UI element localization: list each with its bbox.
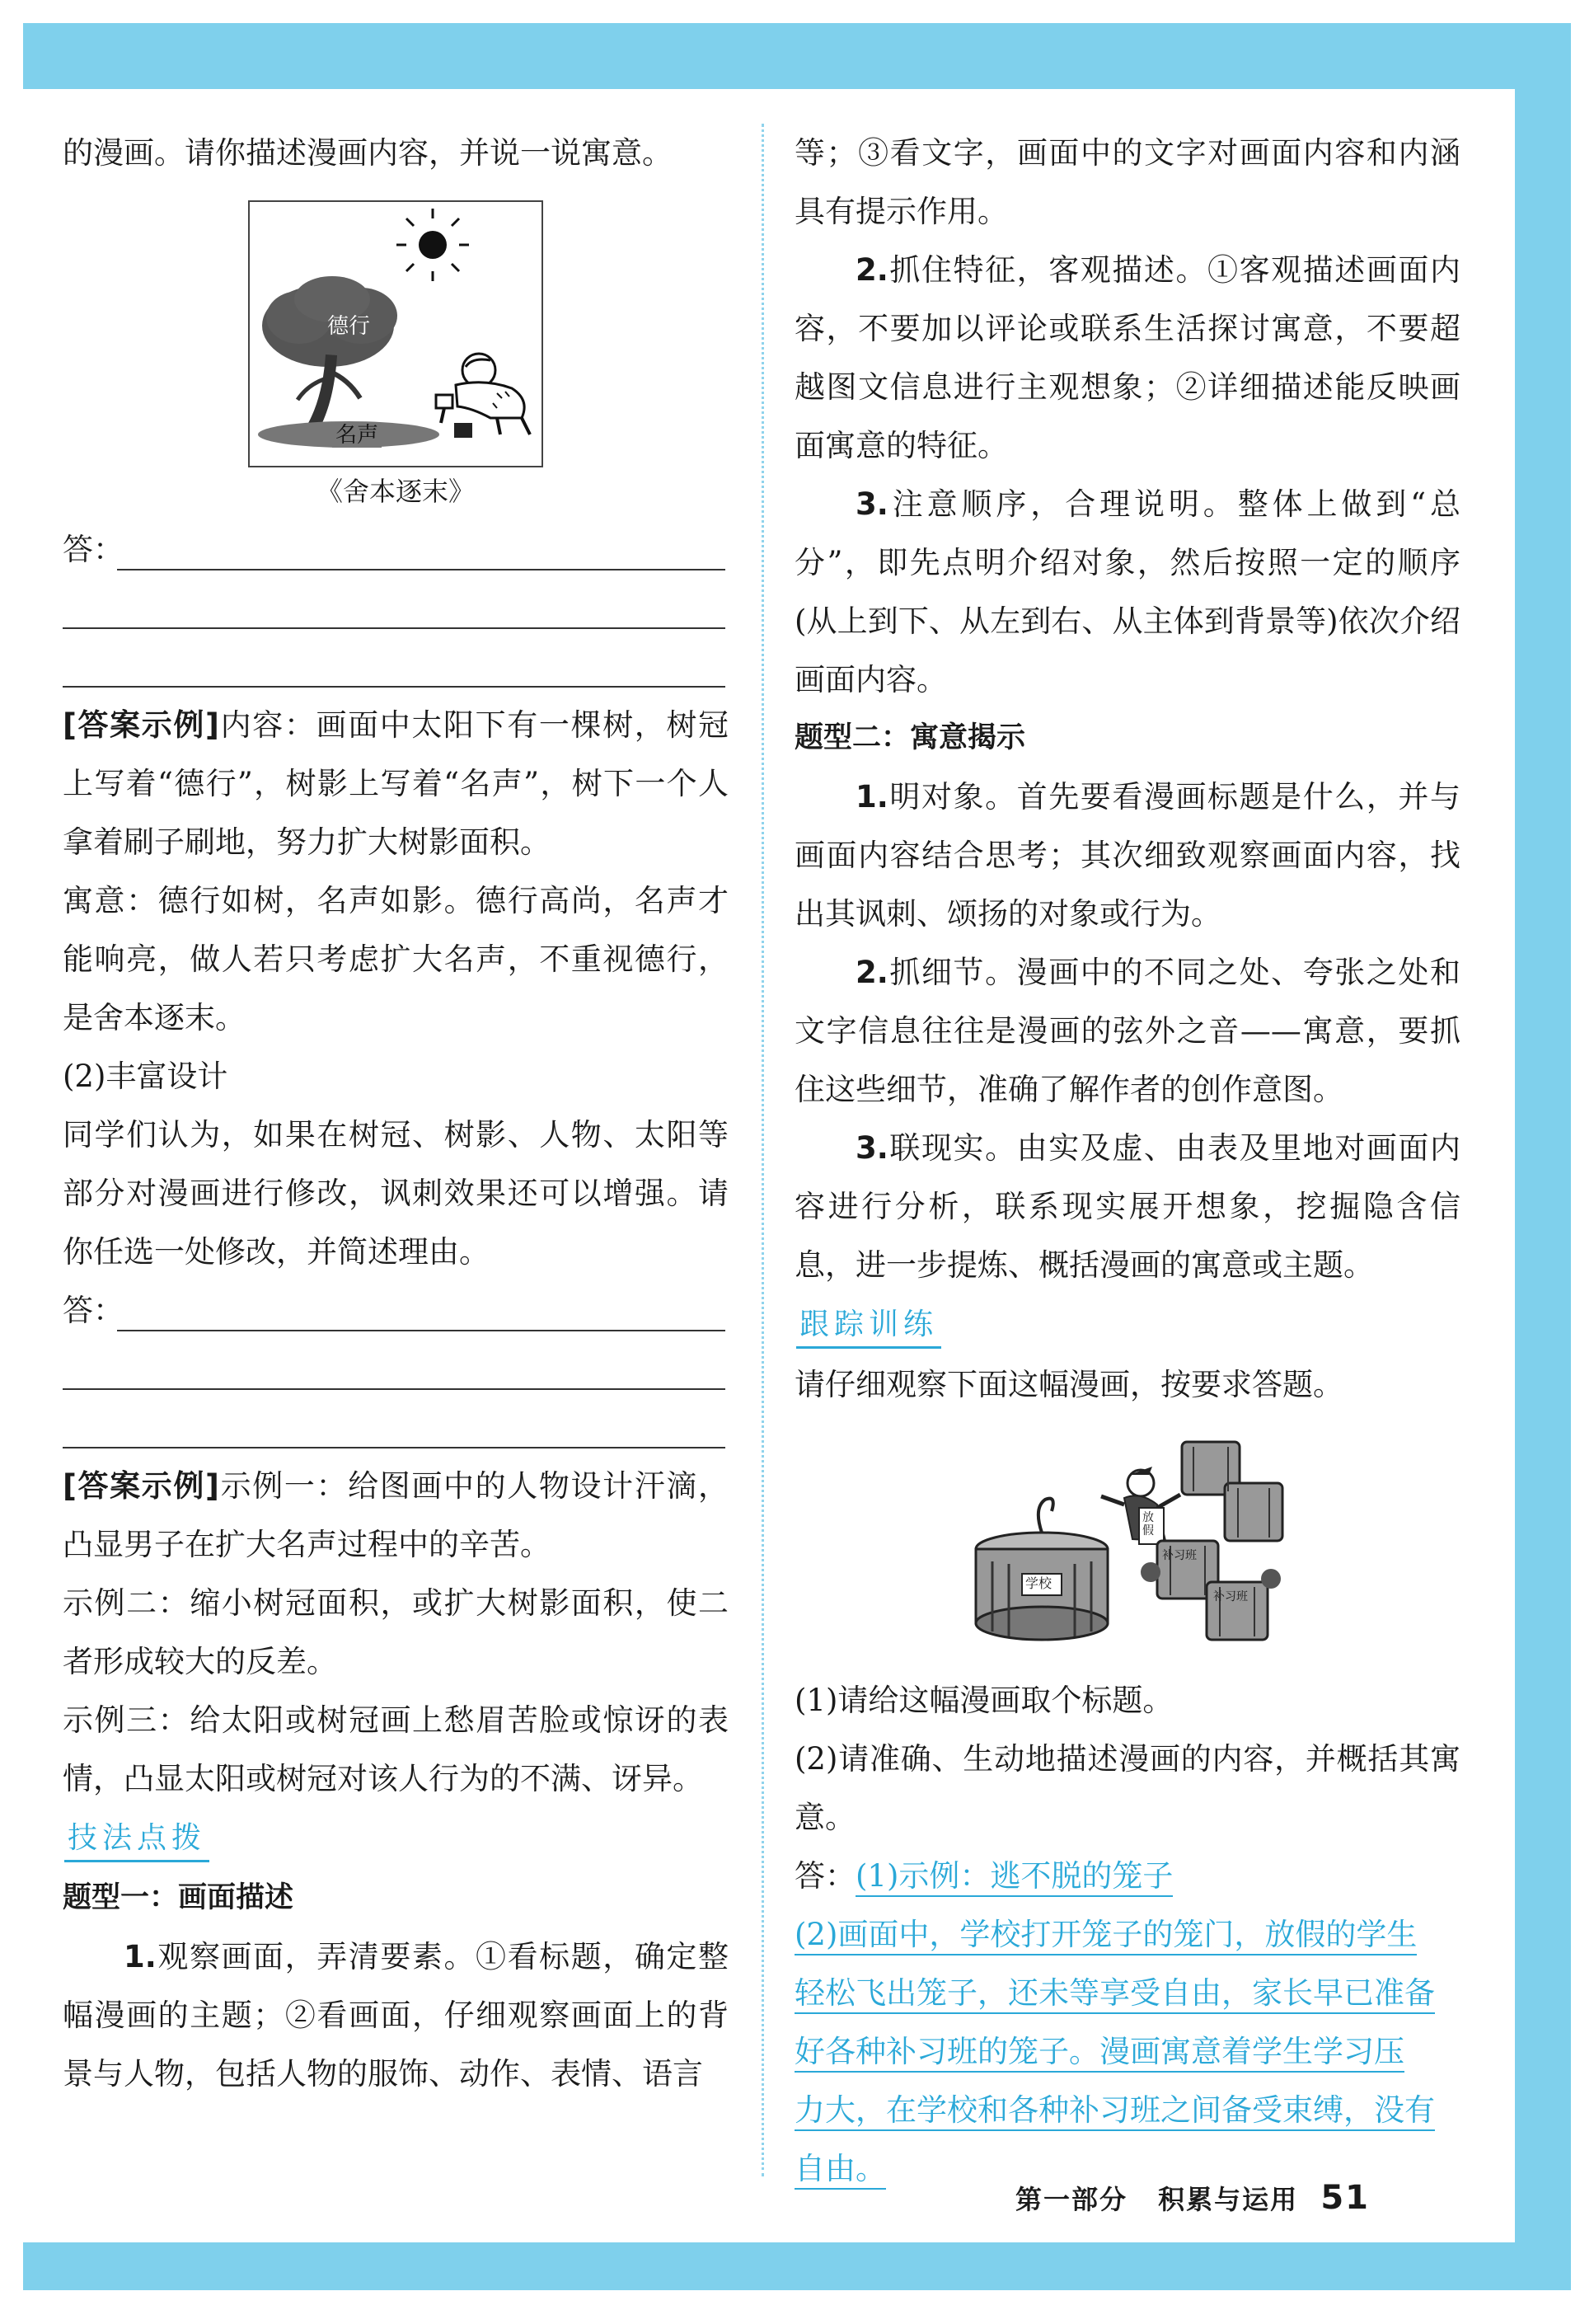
paragraph-number: 3. (856, 486, 888, 522)
type-1-paragraph-1 (63, 1927, 729, 2103)
top-color-band (23, 23, 1571, 89)
page-number: 51 (1320, 2179, 1370, 2217)
intro-text: 的漫画。请你描述漫画内容，并说一说寓意。 (63, 135, 673, 171)
answer-label: 答： (795, 1858, 856, 1894)
page-footer (1015, 2179, 1370, 2217)
paragraph-number: 3. (856, 1130, 888, 1166)
type-2-paragraph-1 (795, 768, 1460, 943)
answer-example-tag: [答案示例] (63, 707, 219, 743)
paragraph-number: 1. (124, 1939, 157, 1974)
practice-question-1: (1)请给这幅漫画取个标题。 (795, 1683, 1174, 1718)
answer-text: 轻松飞出笼子，还未等享受自由，家长早已准备 (795, 1975, 1435, 2014)
practice-answer-line-4 (795, 2022, 1460, 2081)
type-2-paragraph-2 (795, 943, 1460, 1119)
practice-question-2: (2)请准确、生动地描述漫画的内容，并概括其寓意。 (795, 1741, 1460, 1835)
example-2-text: 示例二：缩小树冠面积，或扩大树影面积，使二者形成较大的反差。 (63, 1585, 729, 1679)
section-title-tips: 技法点拨 (64, 1817, 209, 1862)
paragraph-text: 注意顺序，合理说明。整体上做到“总分”，即先点明介绍对象，然后按照一定的顺序(从上到下、从左到右、从主体到背景等)依次介绍画面内容。 (795, 486, 1460, 697)
practice-answer-line-1 (795, 1847, 1460, 1905)
tutoring-cages-shape (1141, 1442, 1282, 1640)
answer-line[interactable] (63, 1398, 729, 1457)
paragraph-text: 观察画面，弄清要素。①看标题，确定整幅漫画的主题；②看画面，仔细观察画面上的背景与人物，包括人物的服饰、动作、表情、语言 (63, 1939, 729, 2092)
answer-meaning-text: 寓意：德行如树，名声如影。德行高尚，名声才能响亮，做人若只考虑扩大名声，不重视德行，是舍本逐末。 (63, 883, 729, 1035)
answer-label: 答： (63, 532, 124, 567)
school-label: 学校 (1025, 1575, 1053, 1591)
answer-example-content (63, 696, 729, 871)
practice-intro: 请仔细观察下面这幅漫画，按要求答题。 (795, 1367, 1343, 1402)
type-1-heading: 题型一：画面描述 (63, 1881, 294, 1914)
type-2-heading: 题型二：寓意揭示 (795, 721, 1026, 754)
paragraph-3 (795, 475, 1460, 709)
holiday-label: 放假 (1142, 1511, 1154, 1538)
practice-answer-line-5 (795, 2081, 1460, 2139)
bottom-color-band (23, 2242, 1571, 2290)
school-cage-shape (976, 1499, 1108, 1640)
answer-text: 好各种补习班的笼子。漫画寓意着学生学习压 (795, 2034, 1404, 2073)
cartoon-figure-2 (959, 1425, 1289, 1656)
paragraph-text: 联现实。由实及虚、由表及里地对画面内容进行分析，联系现实展开想象，挖掘隐含信息，进一步提炼、概括漫画的寓意或主题。 (795, 1130, 1460, 1283)
question-2-text: 同学们认为，如果在树冠、树影、人物、太阳等部分对漫画进行修改，讽刺效果还可以增强。请你任选一处修改，并简述理由。 (63, 1117, 729, 1270)
left-column (63, 124, 729, 2103)
practice-answer-line-3 (795, 1964, 1460, 2022)
answer-line[interactable] (63, 579, 729, 637)
right-color-band (1515, 23, 1571, 2290)
paragraph-text: 抓细节。漫画中的不同之处、夸张之处和文字信息往往是漫画的弦外之音——寓意，要抓住这些细节，准确了解作者的创作意图。 (795, 955, 1460, 1107)
answer-text: 力大，在学校和各种补习班之间备受束缚，没有 (795, 2092, 1435, 2131)
tree-shadow-label: 名声 (332, 423, 382, 448)
example-3-text: 示例三：给太阳或树冠画上愁眉苦脸或惊讶的表情，凸显太阳或树冠对该人行为的不满、讶异。 (63, 1702, 729, 1796)
paragraph-number: 2. (856, 252, 888, 288)
answer-example-1 (63, 1457, 729, 1574)
man-painting-figure (436, 354, 530, 438)
flying-student-figure (1101, 1467, 1180, 1544)
example-1-text: 示例一：给图画中的人物设计汗滴，凸显男子在扩大名声过程中的辛苦。 (63, 1468, 729, 1562)
sun-icon (396, 209, 469, 281)
answer-line[interactable] (63, 1281, 729, 1340)
figure-caption: 《舍本逐末》 (316, 476, 475, 507)
answer-text: 自由。 (795, 2151, 886, 2190)
tutoring-label-a: 补习班 (1162, 1549, 1197, 1562)
answer-example-tag: [答案示例] (63, 1468, 219, 1504)
footer-part: 第一部分 (1015, 2184, 1128, 2215)
paragraph-text: 明对象。首先要看漫画标题是什么，并与画面内容结合思考；其次细致观察画面内容，找出其讽刺、颂扬的对象或行为。 (795, 779, 1460, 932)
section-title-practice: 跟踪训练 (796, 1303, 941, 1349)
answer-line[interactable] (63, 637, 729, 696)
answer-content-text: 内容：画面中太阳下有一棵树，树冠上写着“德行”，树影上写着“名声”，树下一个人拿着刷子刷地，努力扩大树影面积。 (63, 707, 729, 860)
paragraph-2 (795, 241, 1460, 475)
type-2-paragraph-3 (795, 1119, 1460, 1294)
footer-section: 积累与运用 (1158, 2184, 1299, 2215)
paragraph-text: 抓住特征，客观描述。①客观描述画面内容，不要加以评论或联系生活探讨寓意，不要超越图文信息进行主观想象；②详细描述能反映画面寓意的特征。 (795, 252, 1460, 463)
paragraph-number: 2. (856, 955, 888, 990)
cage-cartoon-illustration (959, 1425, 1289, 1656)
answer-line[interactable] (63, 520, 729, 579)
tree-cartoon-illustration (250, 202, 541, 466)
answer-text: (2)画面中，学校打开笼子的笼门，放假的学生 (795, 1917, 1417, 1955)
column-divider (762, 124, 764, 2176)
paragraph-number: 1. (856, 779, 888, 815)
answer-text: (1)示例：逃不脱的笼子 (856, 1858, 1173, 1897)
tutoring-label-b: 补习班 (1213, 1590, 1248, 1603)
right-column (795, 124, 1460, 2198)
question-2-title: (2)丰富设计 (63, 1059, 228, 1094)
answer-label: 答： (63, 1293, 124, 1328)
tree-crown-label: 德行 (327, 314, 371, 339)
cartoon-figure-1 (248, 200, 543, 467)
paragraph-continued: 等；③看文字，画面中的文字对画面内容和内涵具有提示作用。 (795, 135, 1460, 229)
answer-line[interactable] (63, 1340, 729, 1398)
practice-answer-line-2 (795, 1905, 1460, 1964)
